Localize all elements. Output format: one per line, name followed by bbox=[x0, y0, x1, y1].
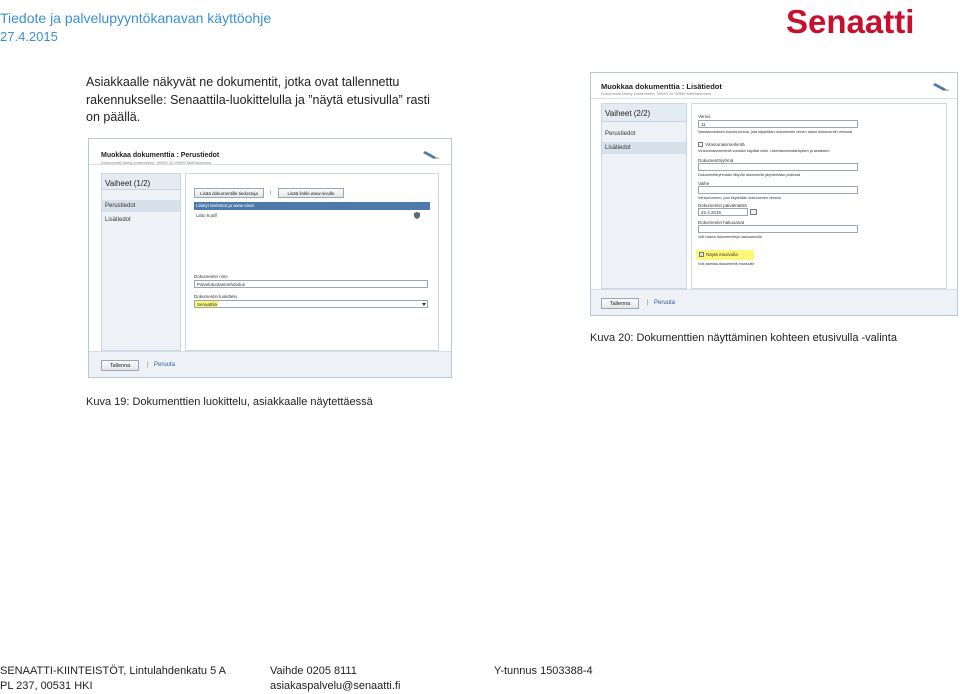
figure-20-caption: Kuva 20: Dokumenttien näyttäminen kohteen etusivulla -valinta bbox=[590, 332, 897, 344]
fig20-keywords-label: Dokumentin hakusanat bbox=[698, 220, 745, 225]
fig20-date-label: Dokumentin päivämäärä bbox=[698, 203, 747, 208]
footer-business-id: Y-tunnus 1503388-4 bbox=[494, 665, 593, 677]
pencil-icon bbox=[423, 149, 441, 159]
fig20-checkbox-label: Viranomaismerkintä bbox=[705, 142, 745, 147]
fig19-steps-label: Vaiheet (1/2) bbox=[102, 174, 180, 190]
fig20-status-select[interactable] bbox=[698, 186, 858, 194]
fig20-save-button[interactable]: Tallenna bbox=[601, 298, 639, 309]
fig20-version-label: Versio bbox=[698, 114, 711, 119]
footer-postal: PL 237, 00531 HKI bbox=[0, 680, 93, 692]
fig19-footer-separator: | bbox=[147, 362, 149, 368]
fig19-nav-lisatiedot[interactable]: Lisätiedot bbox=[105, 217, 131, 223]
fig19-file-name[interactable]: Liitto 5.pdf bbox=[196, 213, 217, 218]
fig20-footer bbox=[591, 289, 957, 315]
fig20-steps-label: Vaiheet (2/2) bbox=[602, 104, 686, 122]
pencil-icon bbox=[933, 81, 951, 91]
fig20-version-input[interactable]: 11 bbox=[698, 120, 858, 128]
fig20-show-note: Voit asettaa dokumentit etusivulle bbox=[698, 262, 755, 266]
intro-paragraph: Asiakkaalle näkyvät ne dokumentit, jotka ovat tallennettu rakennukselle: Senaattila-luokittelulla ja ”näytä etusivulla” rasti on päällä. bbox=[86, 75, 430, 124]
figure-20-screenshot bbox=[590, 72, 958, 316]
fig19-name-label: Dokumentin nimi bbox=[194, 274, 228, 279]
fig19-header bbox=[89, 139, 451, 165]
footer-company: SENAATTI-KIINTEISTÖT, Lintulahdenkatu 5 A bbox=[0, 665, 226, 677]
fig19-title: Muokkaa dokumenttia : Perustiedot bbox=[101, 152, 220, 159]
shield-icon[interactable] bbox=[414, 212, 420, 219]
fig19-footer bbox=[89, 351, 451, 377]
fig19-save-button[interactable]: Tallenna bbox=[101, 360, 139, 371]
fig20-group-label: Dokumenttiryhmä bbox=[698, 158, 734, 163]
fig20-checkbox[interactable] bbox=[698, 142, 703, 147]
fig20-nav-lisatiedot[interactable]: Lisätiedot bbox=[602, 142, 686, 154]
fig20-title: Muokkaa dokumenttia : Lisätiedot bbox=[601, 82, 722, 91]
document-date: 27.4.2015 bbox=[0, 29, 58, 44]
fig20-cancel-link[interactable]: Peruuta bbox=[654, 300, 676, 306]
fig20-show-checkbox[interactable]: ✓ bbox=[700, 252, 704, 257]
fig19-name-input[interactable]: Palvelutuotantoehdoitus bbox=[194, 280, 428, 288]
fig19-class-label: Dokumentin luokittelu bbox=[194, 294, 238, 299]
figure-19-caption: Kuva 19: Dokumenttien luokittelu, asiakkaalle näytettäessä bbox=[86, 396, 373, 408]
fig19-main-panel bbox=[185, 173, 439, 351]
fig20-checkbox-note: Viranomaismerkintä voidaan käyttää esim. rakentamismääräysten ja asiaksien bbox=[698, 149, 830, 153]
fig20-keywords-input[interactable] bbox=[698, 225, 858, 233]
logo-text: Senaatti bbox=[786, 4, 915, 40]
fig19-nav-perustiedot[interactable]: Perustiedot bbox=[102, 200, 180, 212]
page-footer bbox=[0, 664, 960, 694]
footer-email[interactable]: asiakaspalvelu@senaatti.fi bbox=[270, 680, 401, 692]
fig20-version-note: Vastaanotuksen tulosta tuntua, jota käytetään dokumentin nimen alaan dokumentin versiota bbox=[698, 130, 853, 134]
fig20-group-select[interactable] bbox=[698, 163, 858, 171]
fig19-files-bar: Liitetyt tiedostot ja www-sivut bbox=[194, 202, 430, 210]
figure-19-screenshot bbox=[88, 138, 452, 378]
fig19-separator: | bbox=[270, 190, 272, 195]
document-title: Tiedote ja palvelupyyntökanavan käyttöohje bbox=[0, 10, 272, 26]
fig20-main-panel bbox=[691, 103, 947, 289]
fig19-cancel-link[interactable]: Peruuta bbox=[154, 362, 176, 368]
fig20-date-input[interactable]: 22.4.2015 bbox=[698, 208, 748, 216]
fig20-keywords-note: Voit hakea dokumentteja hakusanoilla bbox=[698, 235, 762, 239]
fig20-show-label: Näytä etusivulla bbox=[706, 252, 738, 257]
fig20-header bbox=[591, 73, 957, 99]
calendar-icon[interactable] bbox=[750, 209, 757, 215]
fig20-footer-separator: | bbox=[647, 300, 649, 306]
fig19-add-file-button[interactable]: Lisää dokumentille tiedostoja bbox=[194, 188, 264, 198]
fig20-status-label: Vaihe bbox=[698, 181, 710, 186]
fig20-nav-perustiedot[interactable]: Perustiedot bbox=[605, 131, 636, 137]
senaatti-logo bbox=[786, 4, 930, 40]
fig20-status-note: Versionumero, jota käytetään dokumentin version bbox=[698, 196, 782, 200]
fig20-sidebar bbox=[601, 103, 687, 289]
chevron-down-icon[interactable] bbox=[422, 303, 426, 306]
fig20-group-note: Dokumenttiryhmään liittyvät dokumentit järjestetään yhdessä bbox=[698, 173, 801, 177]
fig19-add-link-button[interactable]: Lisää linkki www-sivulle bbox=[278, 188, 344, 198]
fig20-subtitle: Dokumentti liitetty kohteeseen: 99999 10 99999 MetRakennus bbox=[601, 91, 712, 96]
fig19-sidebar bbox=[101, 173, 181, 351]
footer-phone: Vaihde 0205 8111 bbox=[270, 665, 357, 677]
fig19-class-select[interactable]: Senaattila bbox=[194, 300, 428, 308]
fig19-subtitle: Dokumentti liitetty kohteeseen: 99999 10 99999 MetRakennus bbox=[101, 160, 212, 165]
